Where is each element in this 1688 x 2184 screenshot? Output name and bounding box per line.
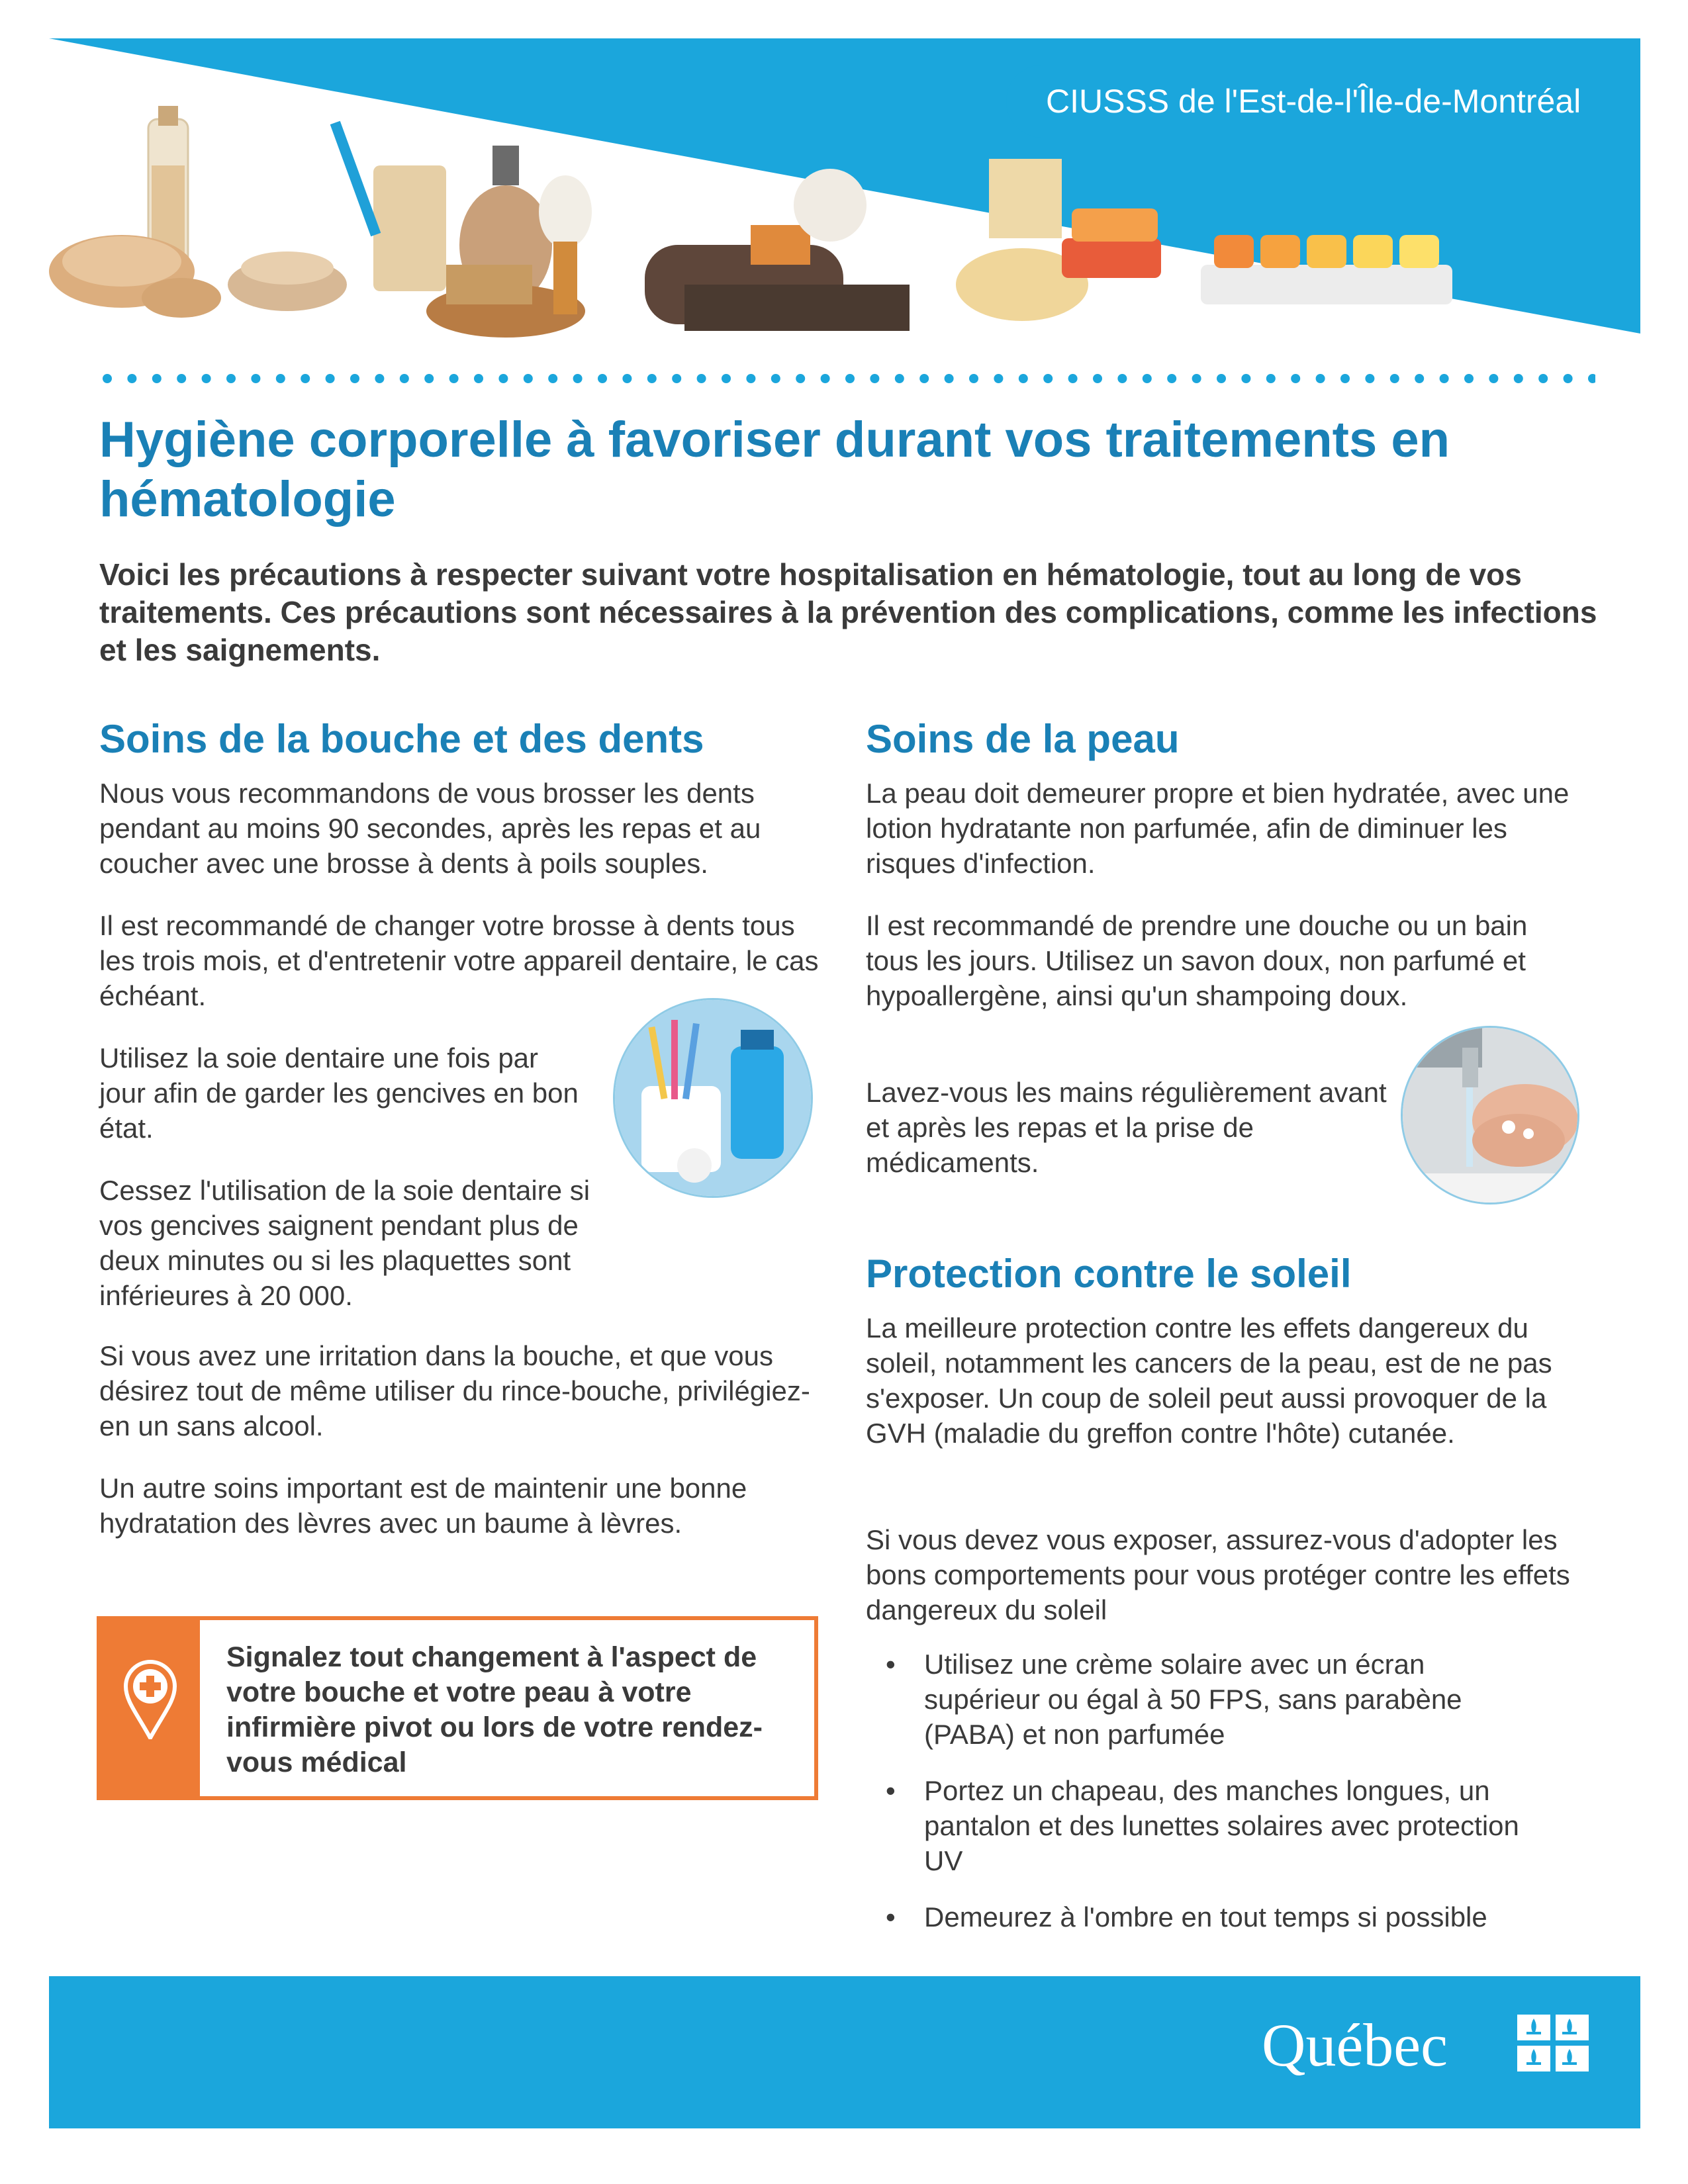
list-item: • Demeurez à l'ombre en tout temps si possible (866, 1899, 1541, 1934)
callout-box (97, 1616, 818, 1800)
hygiene-products-image (49, 106, 1640, 357)
fleur-de-lis-icon (1517, 2015, 1589, 2071)
sun-bullet-list (866, 1647, 1541, 1956)
page-title: Hygiène corporelle à favoriser durant vos traitements en hématologie (99, 412, 1450, 527)
intro-text: Voici les précautions à respecter suivant votre hospitalisation en hématologie, tout au long de vos traitements. Ces précautions sont nécessaires à la prévention des complications, comme les infections et les saignements. (99, 557, 1597, 667)
callout-icon-panel (101, 1620, 200, 1796)
skin-paragraph: Il est recommandé de prendre une douche ou un bain tous les jours. Utilisez un savon doux, non parfumé et hypoallergène, ainsi qu'un shampoing doux. (866, 910, 1528, 1011)
mouth-heading: Soins de la bouche et des dents (99, 717, 704, 761)
list-item: • Portez un chapeau, des manches longues, un pantalon et des lunettes solaires avec protection UV (866, 1773, 1541, 1878)
mouth-paragraph: Utilisez la soie dentaire une fois par jour afin de garder les gencives en bon état. (99, 1042, 579, 1144)
list-item: • Utilisez une crème solaire avec un écran supérieur ou égal à 50 FPS, sans parabène (PABA) et non parfumée (866, 1647, 1541, 1752)
dental-products-image (613, 998, 813, 1198)
callout-text: Signalez tout changement à l'aspect de votre bouche et votre peau à votre infirmière pivot ou lors de votre rendez-vous médical (226, 1641, 763, 1778)
sun-paragraph: Si vous devez vous exposer, assurez-vous d'adopter les bons comportements pour vous protéger contre les effets dangereux du soleil (866, 1524, 1570, 1625)
medical-cross-pin-icon (123, 1660, 177, 1739)
sun-heading: Protection contre le soleil (866, 1251, 1352, 1296)
mouth-paragraph: Il est recommandé de changer votre brosse à dents tous les trois mois, et d'entretenir votre appareil dentaire, le cas échéant. (99, 910, 819, 1011)
skin-paragraph: La peau doit demeurer propre et bien hydratée, avec une lotion hydratante non parfumée, afin de diminuer les risques d'infection. (866, 778, 1570, 879)
mouth-paragraph: Un autre soins important est de maintenir une bonne hydratation des lèvres avec un baume à lèvres. (99, 1473, 747, 1539)
mouth-paragraph: Nous vous recommandons de vous brosser les dents pendant au moins 90 secondes, après les repas et au coucher avec une brosse à dents à poils souples. (99, 778, 761, 879)
skin-heading: Soins de la peau (866, 717, 1180, 761)
skin-paragraph: Lavez-vous les mains régulièrement avant et après les repas et la prise de médicaments. (866, 1077, 1387, 1178)
handwashing-image (1401, 1026, 1579, 1205)
mouth-paragraph: Si vous avez une irritation dans la bouche, et que vous désirez tout de même utiliser du rince-bouche, privilégiez-en un sans alcool. (99, 1340, 810, 1441)
dotted-divider (99, 371, 1595, 387)
organization-name: CIUSSS de l'Est-de-l'Île-de-Montréal (1006, 65, 1628, 138)
mouth-paragraph: Cessez l'utilisation de la soie dentaire si vos gencives saignent pendant plus de deux minutes ou si les plaquettes sont inférieures à 20 000. (99, 1175, 590, 1311)
quebec-logo-text: Québec (1262, 2011, 1448, 2079)
sun-paragraph: La meilleure protection contre les effets dangereux du soleil, notamment les cancers de la peau, est de ne pas s'exposer. Un coup de soleil peut aussi provoquer de la GVH (maladie du greffon contre l'hôte) cutanée. (866, 1312, 1552, 1449)
